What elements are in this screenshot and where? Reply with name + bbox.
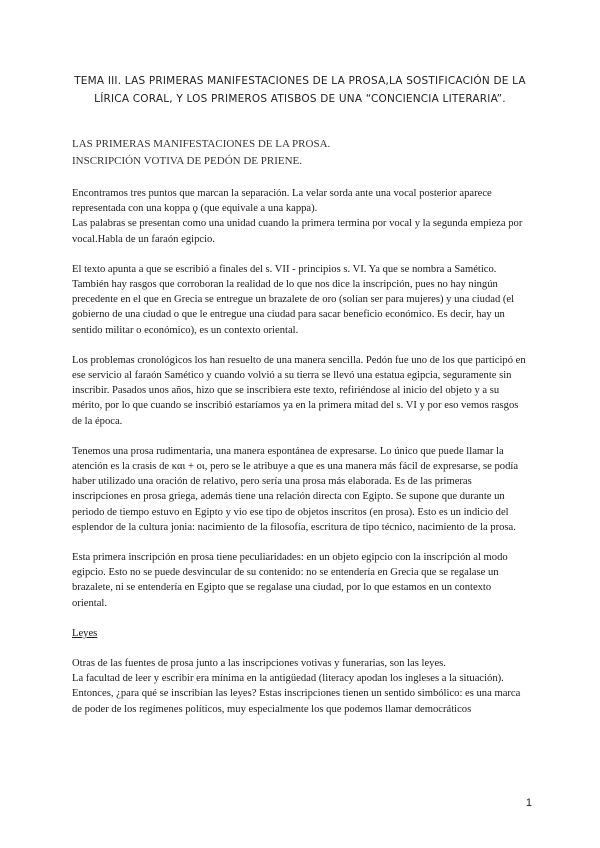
paragraph: Los problemas cronológicos los han resuelto de una manera sencilla. Pedón fue uno de los que participó en ese servicio al faraón Samético y cuando volvió a su tierra se llevó una estatua egipcia, seguramente sin inscribir. Pasados unos años, hizo que se inscribiera este texto, refiriéndose al inicio del objeto y a su mérito, por lo que cuando se inscribió estaríamos ya en la primera mitad del s. VI y por eso vemos rasgos de la época. (72, 354, 526, 427)
leyes-heading: Leyes (72, 627, 98, 639)
paragraph: Tenemos una prosa rudimentaria, una manera espontánea de expresarse. Lo único que puede llamar la atención es la crasis de και + οι, pero se le atribuye a que es una manera más fácil de expresarse, se podía haber utilizado una oración de relativo, pero sería una prosa más elaborada. Es de las primeras inscripciones en prosa griega, además tiene una relación directa con Egipto. Se supone que durante un periodo de tiempo estuvo en Egipto y vio ese tipo de objetos inscritos (en prosa). Esto es un indicio del esplendor de la cultura jonia: nacimiento de la filosofía, escritura de tipo técnico, nacimiento de la prosa. (72, 445, 519, 533)
document-body (72, 186, 528, 732)
section-heading: LAS PRIMERAS MANIFESTACIONES DE LA PROSA. (72, 138, 331, 150)
section-subheading: INSCRIPCIÓN VOTIVA DE PEDÓN DE PRIENE. (72, 155, 302, 167)
section-heading-block (72, 136, 532, 170)
page-number: 1 (525, 797, 532, 809)
paragraph: Esta primera inscripción en prosa tiene peculiaridades: en un objeto egipcio con la inscripción al modo egipcio. Esto no se puede desvincular de su contenido: no se entendería en Grecia que se regalase un brazalete, ni se entendería en Egipto que se regalase una ciudad, por lo que estamos en un contexto oriental. (72, 552, 508, 609)
paragraph-leyes: Otras de las fuentes de prosa junto a las inscripciones votivas y funerarias, son las leyes. La facultad de leer y escribir era mínima en la antigüedad (literacy apodan los ingleses a la situación). Entonces, ¿para qué se inscribían las leyes? Estas inscripciones tienen un sentido simbólico: es una marca de poder de los regímenes políticos, muy especialmente los que podemos llamar democráticos (72, 658, 521, 715)
document-title: TEMA III. LAS PRIMERAS MANIFESTACIONES DE LA PROSA,LA SOSTIFICACIÓN DE LA LÍRICA CORAL, Y LOS PRIMEROS ATISBOS DE UNA “CONCIENCIA LITERARIA”. (74, 75, 526, 105)
paragraph: El texto apunta a que se escribió a finales del s. VII - principios s. VI. Ya que se nombra a Samético. También hay rasgos que corroboran la realidad de lo que nos dice la inscripción, pues no hay ningún precedente en el que en Grecia se entregue un brazalete de oro (solían ser para mujeres) y una ciudad (el gobierno de una ciudad o que le entregue una ciudad para sacar beneficio económico. Es decir, hay un sentido militar o económico), es un contexto oriental. (72, 263, 515, 336)
paragraph: Encontramos tres puntos que marcan la separación. La velar sorda ante una vocal posterior aparece representada con una koppa ϙ (que equivale a una kappa). Las palabras se presentan como una unidad cuando la primera termina por vocal y la segunda empieza por vocal.Habla de un faraón egipcio. (72, 188, 523, 245)
